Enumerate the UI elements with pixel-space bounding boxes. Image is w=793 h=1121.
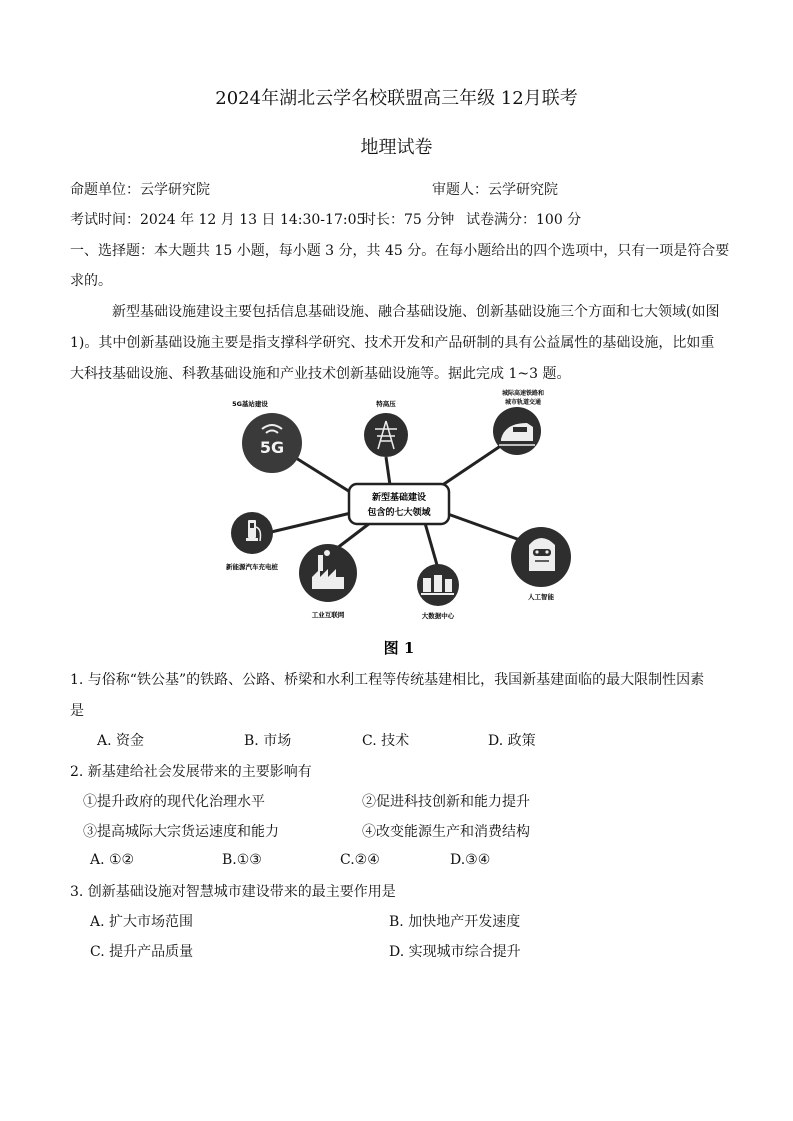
- info-unit: 命题单位：云学研究院: [70, 182, 210, 198]
- question-3-option-d: D. 实现城市综合提升: [389, 944, 521, 960]
- center-box: [349, 484, 449, 524]
- question-2-option-d: D.③④: [450, 852, 491, 868]
- figure-diagram: [215, 385, 577, 661]
- connector-uhv: [386, 457, 390, 485]
- question-1-stem-line1: 1. 与俗称“铁公基”的铁路、公路、桥梁和水利工程等传统基建相比，我国新基建面临的最大限制性因素: [70, 672, 705, 688]
- question-2-stem: 2. 新基建给社会发展带来的主要影响有: [70, 764, 312, 780]
- center-label-line1: 新型基础建设: [371, 493, 427, 503]
- node-label-uhv: 特高压: [376, 400, 396, 408]
- question-1-option-b: B. 市场: [244, 733, 292, 749]
- connector-data: [425, 523, 437, 565]
- question-1-option-a: A. 资金: [97, 733, 145, 749]
- connector-rail: [435, 443, 505, 490]
- node-label-ai: 人工智能: [528, 593, 554, 601]
- question-2-option-b: B.①③: [222, 852, 262, 868]
- info-reviewer: 审题人：云学研究院: [432, 182, 558, 198]
- robot-head-icon: [529, 538, 555, 571]
- passage-line3: 大科技基础设施、科教基础设施和产业技术创新基础设施等。据此完成 1~3 题。: [70, 366, 571, 382]
- node-label-iiot: 工业互联网: [311, 611, 345, 619]
- question-2-item-4: ④改变能源生产和消费结构: [362, 824, 530, 840]
- connector-ev: [267, 513, 351, 533]
- question-2-item-2: ②促进科技创新和能力提升: [362, 794, 530, 810]
- node-label-ev: 新能源汽车充电桩: [226, 563, 278, 571]
- passage-line2: 1)。其中创新基础设施主要是指支撑科学研究、技术开发和产品研制的具有公益属性的基础设施，比如重: [70, 335, 715, 351]
- section-instruction-line2: 求的。: [70, 273, 112, 289]
- question-2-option-c: C.②④: [340, 852, 380, 868]
- question-3-stem: 3. 创新基础设施对智慧城市建设带来的最主要作用是: [70, 884, 396, 900]
- node-label-rail-2: 城市轨道交通: [504, 399, 542, 406]
- info-duration: 时长：75 分钟: [362, 212, 455, 228]
- node-label-data: 大数据中心: [421, 612, 455, 620]
- question-2-item-1: ①提升政府的现代化治理水平: [83, 794, 265, 810]
- figure-new-infrastructure: [215, 385, 577, 661]
- question-2-option-a: A. ①②: [90, 852, 135, 868]
- info-score: 试卷满分：100 分: [466, 212, 582, 228]
- figure-caption: 图 1: [383, 639, 415, 657]
- question-3-option-c: C. 提升产品质量: [90, 944, 194, 960]
- question-1-option-c: C. 技术: [362, 733, 410, 749]
- center-label-line2: 包含的七大领域: [367, 508, 431, 518]
- 5g-icon-text: 5G: [259, 438, 285, 457]
- node-label-5g: 5G基站建设: [232, 400, 268, 408]
- question-3-option-a: A. 扩大市场范围: [90, 914, 194, 930]
- node-uhv-circle: [364, 413, 408, 457]
- question-3-option-b: B. 加快地产开发速度: [389, 914, 521, 930]
- question-1-stem-line2: 是: [70, 703, 84, 719]
- question-1-option-d: D. 政策: [488, 733, 536, 749]
- question-2-item-3: ③提高城际大宗货运速度和能力: [83, 824, 279, 840]
- connector-ai: [445, 513, 520, 540]
- section-instruction-line1: 一、选择题：本大题共 15 小题，每小题 3 分，共 45 分。在每小题给出的四个选项中，只有一项是符合要: [70, 243, 730, 259]
- exam-subject: 地理试卷: [360, 137, 433, 158]
- node-label-rail-1: 城际高速铁路和: [501, 390, 545, 397]
- exam-title: 2024年湖北云学名校联盟高三年级 12月联考: [215, 88, 578, 109]
- passage-line1: 新型基础设施建设主要包括信息基础设施、融合基础设施、创新基础设施三个方面和七大领域(如图: [112, 304, 720, 320]
- info-time: 考试时间：2024 年 12 月 13 日 14:30-17:05: [70, 212, 366, 228]
